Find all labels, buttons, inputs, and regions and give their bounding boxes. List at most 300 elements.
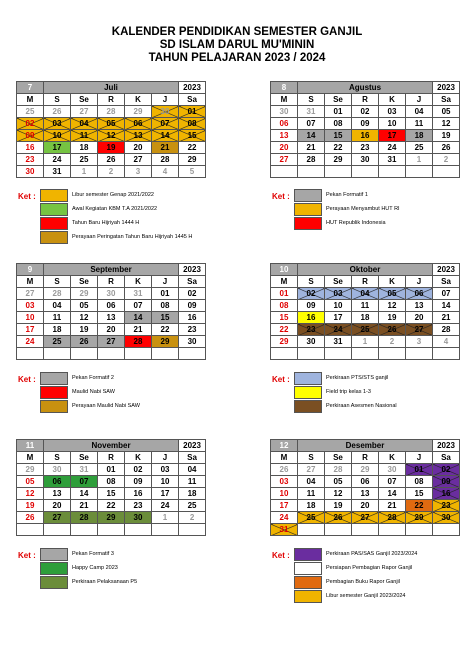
week-row [271,142,460,154]
week-row [17,300,206,312]
date-cell [71,348,98,360]
date-cell: 30 [17,166,44,178]
date-cell [433,348,460,360]
date-cell: 28 [379,512,406,524]
date-cell: 31 [325,336,352,348]
date-cell [17,524,44,536]
date-cell: 03 [17,300,44,312]
day-header: Sa [179,276,206,288]
day-header: S [298,94,325,106]
date-cell: 16 [352,130,379,142]
date-cell: 02 [352,106,379,118]
date-cell: 04 [352,288,379,300]
date-cell: 10 [17,312,44,324]
date-cell: 29 [125,106,152,118]
week-row [17,488,206,500]
date-cell: 25 [298,512,325,524]
legend-text: Perkiraan Asesmen Nasional [326,403,397,409]
legend-text: Pekan Formatif 2 [72,375,114,381]
date-cell: 17 [379,130,406,142]
day-header: Sa [179,94,206,106]
date-cell: 09 [433,476,460,488]
date-cell: 28 [44,288,71,300]
date-cell [298,348,325,360]
date-cell: 27 [44,512,71,524]
date-cell: 14 [152,130,179,142]
date-cell: 31 [44,166,71,178]
date-cell: 30 [379,464,406,476]
date-cell: 15 [98,488,125,500]
date-cell: 09 [17,130,44,142]
date-cell: 19 [379,312,406,324]
date-cell: 03 [152,464,179,476]
date-cell: 20 [98,324,125,336]
date-cell: 2 [98,166,125,178]
date-cell: 31 [271,524,298,536]
week-row [17,500,206,512]
date-cell: 09 [352,118,379,130]
date-cell: 24 [152,500,179,512]
legend-swatch [40,231,68,244]
date-cell [433,166,460,178]
legend-item [40,372,220,384]
legend-text: Pembagian Buku Rapor Ganjil [326,579,400,585]
legend-item [294,548,474,560]
date-cell: 30 [152,106,179,118]
month-year: 2023 [433,264,460,276]
ket-label: Ket : [18,551,36,560]
date-cell: 12 [98,130,125,142]
date-cell: 27 [125,154,152,166]
date-cell: 05 [325,476,352,488]
legend-swatch [40,400,68,413]
day-header: R [352,94,379,106]
date-cell: 30 [433,512,460,524]
date-cell: 30 [298,336,325,348]
week-row [17,524,206,536]
date-cell [406,348,433,360]
legend-text: Pekan Formatif 3 [72,551,114,557]
legend-item [40,400,220,412]
date-cell: 28 [98,106,125,118]
month-number: 9 [17,264,44,276]
date-cell: 12 [325,488,352,500]
date-cell: 16 [298,312,325,324]
date-cell: 27 [298,464,325,476]
date-cell [271,166,298,178]
date-cell: 14 [379,488,406,500]
date-cell: 29 [179,154,206,166]
week-row [271,488,460,500]
date-cell: 18 [44,324,71,336]
date-cell: 16 [433,488,460,500]
date-cell: 05 [71,300,98,312]
date-cell [406,524,433,536]
ket-label: Ket : [272,375,290,384]
date-cell: 07 [379,476,406,488]
date-cell: 18 [352,312,379,324]
date-cell [98,348,125,360]
month-table-september [16,263,206,360]
month-number: 12 [271,440,298,452]
legend-text: Perayaan Maulid Nabi SAW [72,403,140,409]
date-cell: 26 [44,106,71,118]
date-cell: 06 [406,288,433,300]
month-number: 8 [271,82,298,94]
month-number: 11 [17,440,44,452]
week-row [17,348,206,360]
date-cell: 27 [17,288,44,300]
date-cell: 30 [98,288,125,300]
date-cell: 23 [352,142,379,154]
legend-item [40,217,220,229]
date-cell: 02 [179,288,206,300]
date-cell: 28 [125,336,152,348]
date-cell [298,524,325,536]
day-header: M [271,276,298,288]
month-year: 2023 [433,440,460,452]
date-cell: 07 [152,118,179,130]
date-cell: 04 [71,118,98,130]
day-header: R [352,452,379,464]
day-header: J [152,452,179,464]
date-cell [325,348,352,360]
month-name: Desember [298,440,433,452]
week-row [17,118,206,130]
month-table-oktober [270,263,460,360]
date-cell: 13 [125,130,152,142]
date-cell: 13 [352,488,379,500]
date-cell: 08 [152,300,179,312]
day-header: J [152,94,179,106]
date-cell: 4 [433,336,460,348]
date-cell [352,348,379,360]
week-row [271,500,460,512]
date-cell: 22 [179,142,206,154]
date-cell: 08 [98,476,125,488]
day-header: K [125,452,152,464]
date-cell: 03 [325,288,352,300]
day-header: S [44,452,71,464]
date-cell: 10 [379,118,406,130]
date-cell: 24 [379,142,406,154]
month-table-agustus [270,81,460,178]
date-cell: 19 [71,324,98,336]
month-name: September [44,264,179,276]
date-cell: 23 [125,500,152,512]
date-cell: 15 [325,130,352,142]
day-header: Se [71,452,98,464]
week-row [17,166,206,178]
date-cell: 07 [71,476,98,488]
date-cell: 25 [406,142,433,154]
date-cell: 10 [44,130,71,142]
legend-swatch [294,203,322,216]
date-cell: 24 [44,154,71,166]
date-cell: 1 [406,154,433,166]
date-cell: 26 [271,464,298,476]
date-cell: 19 [98,142,125,154]
date-cell: 30 [271,106,298,118]
date-cell: 18 [179,488,206,500]
week-row [17,464,206,476]
date-cell: 11 [44,312,71,324]
legend-swatch [294,372,322,385]
legend-item [294,576,474,588]
day-header: K [125,276,152,288]
date-cell [325,166,352,178]
legend-swatch [40,548,68,561]
month-number: 10 [271,264,298,276]
legend-item [40,386,220,398]
date-cell: 03 [379,106,406,118]
day-header: M [17,452,44,464]
day-header: Sa [179,452,206,464]
day-header: M [17,94,44,106]
date-cell: 12 [379,300,406,312]
date-cell: 29 [352,464,379,476]
date-cell: 12 [433,118,460,130]
date-cell: 10 [325,300,352,312]
week-row [17,312,206,324]
legend-swatch [40,562,68,575]
day-header: K [379,452,406,464]
date-cell: 25 [352,324,379,336]
day-header: J [406,452,433,464]
date-cell: 07 [125,300,152,312]
date-cell: 13 [271,130,298,142]
date-cell: 11 [179,476,206,488]
date-cell: 15 [406,488,433,500]
date-cell: 20 [44,500,71,512]
legend-item [40,189,220,201]
date-cell: 14 [298,130,325,142]
legend-text: Awal Kegiatan KBM T.A 2021/2022 [72,206,158,212]
date-cell: 28 [433,324,460,336]
date-cell: 28 [71,512,98,524]
month-name: Juli [44,82,179,94]
legend-swatch [40,372,68,385]
legend-item [294,386,474,398]
date-cell: 17 [17,324,44,336]
legend-text: Perkiraan Pelaksanaan P5 [72,579,138,585]
month-name: Agustus [298,82,433,94]
date-cell: 30 [44,464,71,476]
week-row [271,512,460,524]
month-year: 2023 [433,82,460,94]
date-cell: 1 [71,166,98,178]
legend-swatch [294,217,322,230]
date-cell: 22 [325,142,352,154]
date-cell: 2 [179,512,206,524]
date-cell: 20 [125,142,152,154]
date-cell: 16 [125,488,152,500]
week-row [271,288,460,300]
day-header: M [271,94,298,106]
date-cell: 24 [17,336,44,348]
date-cell: 03 [271,476,298,488]
date-cell: 23 [17,154,44,166]
date-cell: 06 [352,476,379,488]
date-cell [125,348,152,360]
date-cell: 26 [98,154,125,166]
legend-swatch [294,400,322,413]
week-row [271,312,460,324]
date-cell: 31 [298,106,325,118]
date-cell: 17 [152,488,179,500]
legend-text: Pekan Formatif 1 [326,192,368,198]
date-cell: 15 [179,130,206,142]
legend-text: Happy Camp 2023 [72,565,118,571]
date-cell: 03 [44,118,71,130]
week-row [271,476,460,488]
day-header: Se [71,276,98,288]
day-header: S [44,276,71,288]
week-row [271,154,460,166]
day-header: Se [325,276,352,288]
legend-swatch [294,548,322,561]
date-cell: 21 [379,500,406,512]
month-name: November [44,440,179,452]
date-cell: 28 [325,464,352,476]
date-cell: 2 [433,154,460,166]
date-cell: 13 [406,300,433,312]
date-cell [352,166,379,178]
date-cell: 04 [406,106,433,118]
month-year: 2023 [179,82,206,94]
date-cell: 26 [17,512,44,524]
date-cell: 21 [298,142,325,154]
date-cell: 4 [152,166,179,178]
date-cell: 11 [298,488,325,500]
date-cell: 07 [298,118,325,130]
legend-item [40,576,220,588]
legend-text: Libur semester Ganjil 2023/2024 [326,593,406,599]
date-cell: 01 [152,288,179,300]
week-row [271,166,460,178]
week-row [17,106,206,118]
date-cell: 05 [379,288,406,300]
date-cell: 25 [71,154,98,166]
date-cell [125,524,152,536]
date-cell: 02 [125,464,152,476]
date-cell [271,348,298,360]
date-cell: 01 [179,106,206,118]
day-header: S [44,94,71,106]
date-cell: 06 [125,118,152,130]
legend-swatch [40,189,68,202]
legend-item [294,372,474,384]
week-row [17,324,206,336]
date-cell: 01 [406,464,433,476]
legend-item [294,189,474,201]
ket-label: Ket : [272,551,290,560]
date-cell: 17 [44,142,71,154]
date-cell: 19 [433,130,460,142]
legend-text: Maulid Nabi SAW [72,389,115,395]
date-cell: 01 [271,288,298,300]
date-cell [179,524,206,536]
day-header: R [98,452,125,464]
date-cell: 29 [71,288,98,300]
day-header: R [352,276,379,288]
date-cell: 02 [17,118,44,130]
date-cell: 10 [271,488,298,500]
date-cell: 05 [17,476,44,488]
date-cell [298,166,325,178]
legend-item [294,217,474,229]
legend-text: Perayaan Menyambut HUT RI [326,206,400,212]
date-cell: 09 [125,476,152,488]
date-cell: 31 [125,288,152,300]
date-cell: 22 [406,500,433,512]
date-cell [433,524,460,536]
date-cell [98,524,125,536]
date-cell: 08 [271,300,298,312]
month-table-desember [270,439,460,536]
date-cell: 27 [71,106,98,118]
date-cell: 19 [17,500,44,512]
date-cell: 19 [325,500,352,512]
legend-item [294,400,474,412]
week-row [17,154,206,166]
day-header: M [271,452,298,464]
date-cell: 21 [433,312,460,324]
date-cell: 28 [298,154,325,166]
week-row [271,348,460,360]
date-cell: 23 [433,500,460,512]
date-cell: 04 [298,476,325,488]
day-header: M [17,276,44,288]
legend-swatch [294,189,322,202]
week-row [271,106,460,118]
date-cell: 15 [271,312,298,324]
date-cell: 25 [44,336,71,348]
date-cell: 29 [98,512,125,524]
day-header: Se [71,94,98,106]
date-cell: 08 [325,118,352,130]
day-header: S [298,452,325,464]
month-table-november [16,439,206,536]
date-cell: 12 [17,488,44,500]
date-cell: 06 [271,118,298,130]
date-cell: 29 [152,336,179,348]
date-cell: 30 [352,154,379,166]
date-cell: 27 [271,154,298,166]
legend-item [294,203,474,215]
date-cell: 13 [44,488,71,500]
date-cell: 14 [125,312,152,324]
day-header: J [406,276,433,288]
date-cell: 20 [271,142,298,154]
date-cell: 07 [433,288,460,300]
date-cell: 23 [298,324,325,336]
date-cell [17,348,44,360]
date-cell: 22 [98,500,125,512]
date-cell: 5 [179,166,206,178]
day-header: R [98,276,125,288]
date-cell: 14 [433,300,460,312]
date-cell: 13 [98,312,125,324]
date-cell: 17 [271,500,298,512]
date-cell [379,348,406,360]
date-cell: 26 [379,324,406,336]
week-row [17,336,206,348]
date-cell [325,524,352,536]
date-cell: 12 [71,312,98,324]
date-cell: 04 [44,300,71,312]
date-cell: 21 [152,142,179,154]
